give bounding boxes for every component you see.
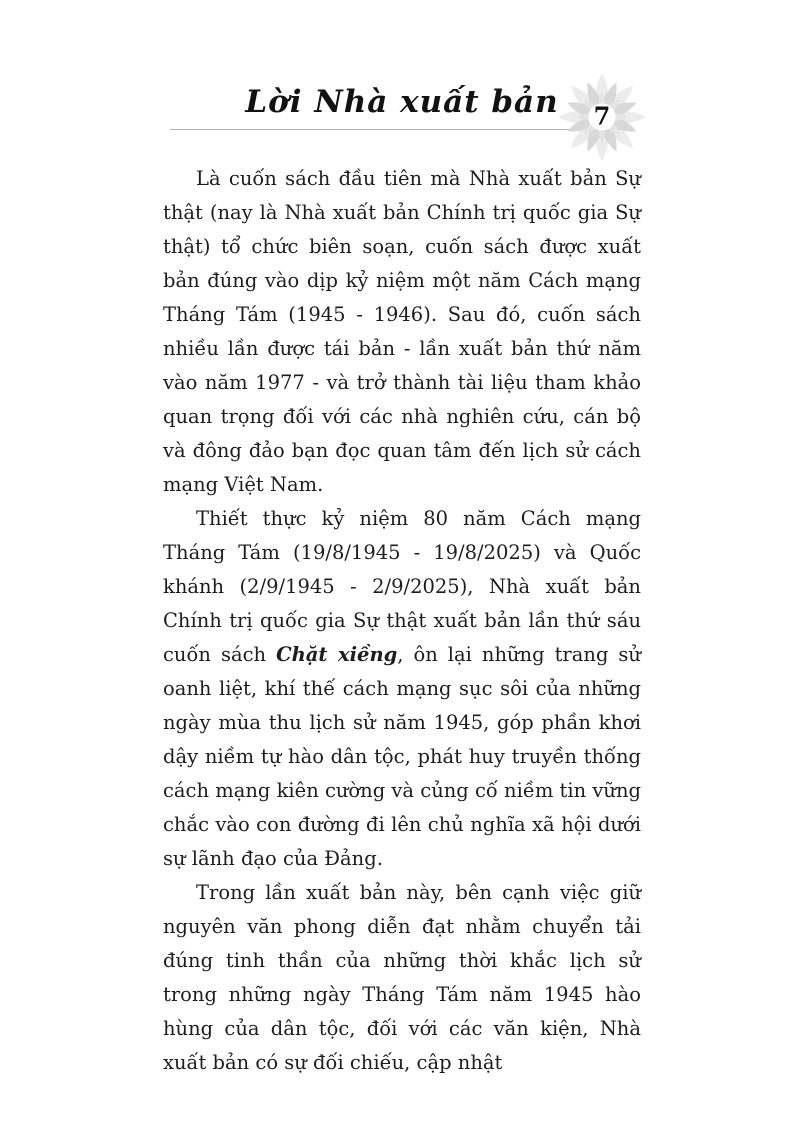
paragraph-text: , ôn lại những trang sử oanh liệt, khí thế cách mạng sục sôi của những ngày mùa thu lịch sử năm 1945, góp phần khơi dậy niềm tự hào dân tộc, phát huy truyền thống cách mạng kiên cường và củng cố niềm tin vững chắc vào con đường đi lên chủ nghĩa xã hội dưới sự lãnh đạo của Đảng. (163, 643, 641, 870)
paragraph-1: Là cuốn sách đầu tiên mà Nhà xuất bản Sự thật (nay là Nhà xuất bản Chính trị quốc gia Sự thật) tổ chức biên soạn, cuốn sách được xuất bản đúng vào dịp kỷ niệm một năm Cách mạng Tháng Tám (1945 - 1946). Sau đó, cuốn sách nhiều lần được tái bản - lần xuất bản thứ năm vào năm 1977 - và trở thành tài liệu tham khảo quan trọng đối với các nhà nghiên cứu, cán bộ và đông đảo bạn đọc quan tâm đến lịch sử cách mạng Việt Nam. (163, 167, 641, 496)
paragraph-text: Thiết thực kỷ niệm 80 năm Cách mạng Tháng Tám (19/8/1945 - 19/8/2025) và Quốc khánh (2/9/1945 - 2/9/2025), Nhà xuất bản Chính trị quốc gia Sự thật xuất bản lần thứ sáu cuốn sách (163, 507, 641, 666)
page-header (0, 0, 800, 160)
chapter-title: Lời Nhà xuất bản (245, 84, 559, 120)
page-number: 7 (593, 101, 611, 131)
paragraph-3: Trong lần xuất bản này, bên cạnh việc giữ nguyên văn phong diễn đạt nhằm chuyển tải đúng tinh thần của những thời khắc lịch sử trong những ngày Tháng Tám năm 1945 hào hùng của dân tộc, đối với các văn kiện, Nhà xuất bản có sự đối chiếu, cập nhật (163, 881, 641, 1074)
flower-ornament-icon (556, 71, 648, 163)
paragraph-2 (163, 502, 641, 876)
header-rule (170, 129, 573, 130)
page-body (163, 162, 641, 1080)
book-title-emphasis: Chặt xiềng (276, 643, 398, 666)
